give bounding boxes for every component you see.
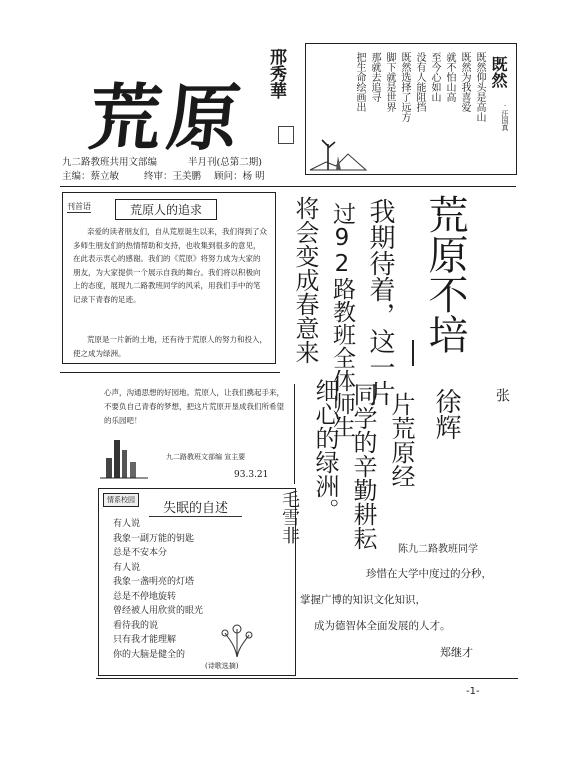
dedication-line2: 珍惜在大学中度过的分秒， — [366, 568, 492, 580]
calligraphy-line6: 细心的绿洲。 — [311, 378, 339, 522]
calligraphy-line4: 同学的辛勤耕耘 — [349, 382, 377, 550]
seal-stamp — [278, 126, 294, 144]
poem-line: 既然为我喜爱 — [459, 52, 470, 112]
calligraphy-line1: 我期待着，这一片 — [365, 198, 395, 406]
article-1-sign: 九二路教班文部编 宣主要 — [166, 453, 246, 461]
dedication-line3: 掌握广博的知识文化知识， — [300, 594, 426, 606]
poem-line: 那就去追寻 — [369, 52, 380, 102]
city-sketch — [100, 432, 150, 480]
poem-line: 看待我的说 — [113, 620, 159, 631]
masthead-divider — [60, 186, 516, 187]
fold-divider — [60, 372, 280, 373]
poem-line: 我象一盏明亮的灯塔 — [113, 577, 195, 587]
article-2-lines — [113, 517, 291, 662]
editor: 主编：蔡立敏 — [62, 171, 120, 182]
poem-line: 把生命绘画出 — [354, 52, 365, 112]
dedication-line4: 成为德智体全面发展的人才。 — [314, 620, 451, 632]
article-2-title: 失眠的自述 — [149, 497, 242, 517]
article-1-title: 荒原人的追求 — [115, 199, 217, 220]
poem-line: 就不怕山高 — [444, 52, 455, 102]
poem-author: ·汪国真 — [501, 102, 509, 131]
article-1-body2: 荒原是一片新的土地，还有待于荒原人的努力和投入，使之成为绿洲。 — [73, 335, 267, 358]
poem-line: 曾经被人用欣赏的眼光 — [113, 606, 204, 616]
article-1-tag: 刊首语 — [67, 202, 91, 211]
masthead-publisher: 九二路教班共用文部编 — [62, 157, 158, 168]
plant-sketch — [217, 619, 257, 659]
calligraphy-author: 毛雪非 — [279, 490, 300, 544]
article-2-tag: 情系校园 — [103, 493, 139, 507]
poem-line: 你的大脑是健全的 — [113, 649, 186, 660]
calligraphy-line3: 将会变成春意来 — [291, 196, 319, 364]
poem-line: 既然仰头是高山 — [474, 52, 485, 122]
poem-lines — [353, 52, 486, 162]
reviewer: 终审：王美鹏 — [144, 171, 202, 182]
poem-line: 总是不停地旋转 — [113, 591, 177, 602]
masthead-line1 — [62, 156, 302, 169]
masthead-line2 — [62, 170, 322, 183]
calligraphy-name2: 徐辉 — [431, 388, 461, 440]
poem-line: 我象一副万能的钥匙 — [113, 533, 195, 544]
masthead — [84, 40, 290, 160]
poem-line: 至今心如山 — [429, 52, 440, 102]
article-2-author: (诗歌选摘) — [205, 662, 239, 670]
dedication-line1: 陈九二路教班同学 — [398, 544, 478, 555]
poem-box — [305, 43, 517, 175]
advisor: 顾问：杨 明 — [214, 171, 265, 182]
poem-line: 只有我才能理解 — [113, 635, 177, 645]
dedication-sign: 郑继才 — [440, 646, 473, 659]
calligraphy-mark — [412, 340, 414, 366]
poem-line: 有人说 — [113, 562, 141, 573]
calligraphy-title: 荒原不培 — [422, 194, 468, 354]
article-1-box — [62, 192, 276, 364]
calligrapher-name: 邢秀華 — [266, 48, 286, 99]
article-1-body: 亲爱的读者朋友们，自从荒原诞生以来，我们得到了众多师生朋友们的热情帮助和支持，也收集到很多的意见，在此表示衷心的感谢。我们的《荒原》将努力成为大家的朋友，为大家提供一个展示自我的舞台。我们将以积极向上的态度，展现九二路教班同学的风采，用我们手中的笔记录下青春的足迹。 — [73, 227, 267, 304]
calligraphy-name1: 张 — [494, 388, 510, 402]
poem-line: 没有人能阻挡 — [414, 52, 425, 112]
poem-line: 有人说 — [113, 519, 141, 529]
poem-title: 既然 — [489, 56, 508, 88]
poem-line: 总是不安本分 — [113, 548, 168, 558]
masthead-title: 荒原 — [84, 75, 250, 160]
article-1-date: 93.3.21 — [234, 470, 269, 480]
article-1-cont: 心声，沟通思想的好园地。荒原人，让我们携起手来，不要负自己青春的梦想，把这片荒原开垦成我们所希望的乐园吧！ — [104, 388, 284, 425]
article-2-box — [98, 488, 296, 676]
poem-line: 脚下就是世界 — [384, 52, 395, 112]
bottom-divider — [96, 678, 518, 679]
masthead-issue: 半月刊(总第二期) — [188, 157, 262, 168]
calligraphy-line5: 片荒原经 — [387, 392, 415, 488]
poem-line: 既然选择了远方 — [399, 52, 410, 122]
calligraphy-line2: 过92路教班全体师生 — [329, 202, 355, 438]
page-number: -1- — [466, 686, 480, 697]
